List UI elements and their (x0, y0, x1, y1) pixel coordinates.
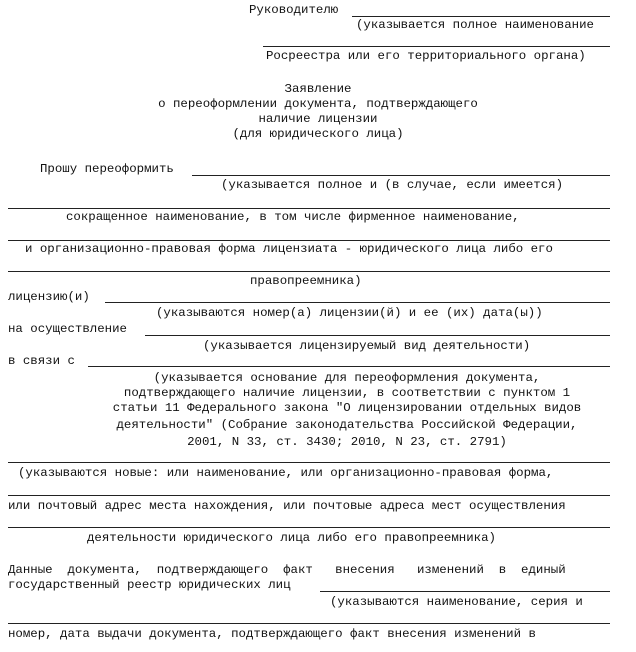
reason-hint-4: деятельности" (Собрание законодательства Российской Федерации, (116, 418, 578, 432)
addressee-field-line[interactable] (352, 16, 610, 17)
new-data-hint: (указываются новые: или наименование, или организационно-правовая форма, (18, 466, 554, 480)
registry-field-line-2[interactable] (8, 623, 610, 624)
registry-hint: (указываются наименование, серия и (330, 595, 583, 609)
license-field-line[interactable] (105, 302, 610, 303)
new-data-field-line-2[interactable] (8, 495, 610, 496)
request-hint: (указывается полное и (в случае, если имеется) (221, 178, 564, 192)
title-line-3: наличие лицензии (258, 112, 378, 126)
new-data-field-line[interactable] (8, 462, 610, 463)
request-hint-2: сокращенное наименование, в том числе фирменное наименование, (66, 210, 520, 224)
reason-hint-2: подтверждающего наличие лицензии, в соответствии с пунктом 1 (123, 386, 571, 400)
activity-field-line[interactable] (145, 335, 610, 336)
title-line-4: (для юридического лица) (232, 127, 404, 141)
new-data-field-line-3[interactable] (8, 527, 610, 528)
request-hint-3: и организационно-правовая форма лицензиата - юридического лица либо его (25, 242, 553, 256)
request-field-line-4[interactable] (8, 271, 610, 272)
title-line-2: о переоформлении документа, подтверждающего (158, 97, 478, 111)
license-label: лицензию(и) (8, 290, 90, 304)
license-hint: (указываются номер(а) лицензии(й) и ее (их) дата(ы)) (156, 306, 543, 320)
registry-text: Данные документа, подтверждающего факт внесения изменений в единый (8, 563, 566, 577)
registry-hint-2: номер, дата выдачи документа, подтверждающего факт внесения изменений в (8, 627, 536, 641)
request-field-line-3[interactable] (8, 240, 610, 241)
reason-hint-3: статьи 11 Федерального закона "О лицензировании отдельных видов (112, 401, 582, 415)
new-data-hint-3: деятельности юридического лица либо его правопреемника) (87, 531, 496, 545)
reason-hint-1: (указывается основание для переоформления документа, (153, 371, 541, 385)
reason-label: в связи с (8, 354, 75, 368)
addressee-label: Руководителю (249, 3, 339, 17)
addressee-field-line-2[interactable] (263, 46, 610, 47)
registry-field-line[interactable] (320, 591, 610, 592)
request-hint-4: правопреемника) (250, 274, 362, 288)
new-data-hint-2: или почтовый адрес места нахождения, или почтовые адреса мест осуществления (8, 499, 566, 513)
request-field-line-2[interactable] (8, 208, 610, 209)
request-label: Прошу переоформить (40, 162, 174, 176)
registry-text-2: государственный реестр юридических лиц (8, 578, 291, 592)
addressee-hint-2: Росреестра или его территориального органа) (266, 49, 586, 63)
document-title: Заявление (284, 82, 352, 96)
reason-field-line[interactable] (88, 366, 610, 367)
request-field-line[interactable] (192, 175, 610, 176)
reason-hint-5: 2001, N 33, ст. 3430; 2010, N 23, ст. 2791) (187, 435, 507, 449)
activity-label: на осуществление (8, 322, 127, 336)
addressee-hint: (указывается полное наименование (356, 18, 594, 32)
activity-hint: (указывается лицензируемый вид деятельности) (203, 339, 531, 353)
